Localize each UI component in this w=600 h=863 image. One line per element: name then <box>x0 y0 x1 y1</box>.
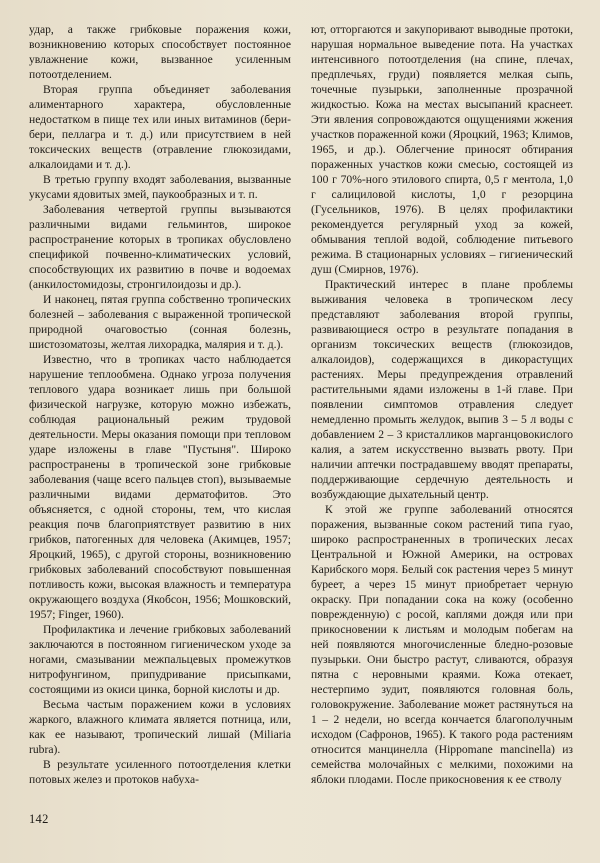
paragraph: К этой же группе заболеваний относятся поражения, вызванные соком растений типа гуао, широко распространенных в тропических лесах Центральной и Южной Америки, на островах Карибского моря. Белый сок растения через 5 минут буреет, а через 15 минут приобретает черную окраску. При попадании сока на кожу (особенно поврежденную) с росой, каплями дождя или при прикосновении к листьям и молодым побегам на ней появляются многочисленные бледно-розовые пузырьки. Они быстро растут, сливаются, образуя пятна с неровными краями. Кожа отекает, нестерпимо зудит, появляются головная боль, головокружение. Заболевание может растянуться на 1 – 2 недели, но всегда кончается благополучным исходом (Сафронов, 1965). К такого рода растениям относится манцинелла (Hippomane mancinella) из семейства молочайных с мелкими, похожими на яблоки плодами. После прикосновения к ее стволу <box>311 503 573 786</box>
paragraph: Вторая группа объединяет заболевания алиментарного характера, обусловленные недостатком в пище тех или иных витаминов (бери-бери, пеллагра и т. д.) или присутствием в ней токсических веществ (отравление глюкозидами, алкалоидами и т. д.). <box>29 83 291 171</box>
paragraph: Известно, что в тропиках часто наблюдается нарушение теплообмена. Однако угроза получения теплового удара возникает лишь при большой физической нагрузке, которую можно избежать, соблюдая рациональный режим трудовой деятельности. Меры оказания помощи при тепловом ударе изложены в главе "Пустыня". Широко распространены в тропической зоне грибковые заболевания (чаще всего пальцев стоп), вызываемые различными видами дерматофитов. Это объясняется, с одной стороны, тем, что кислая реакция почв благоприятствует развитию в них грибков, патогенных для человека (Акимцев, 1957; Яроцкий, 1965), с другой стороны, возникновению грибковых заболеваний способствуют повышенная потливость кожи, высокая влажность и температура окружающего воздуха (Якобсон, 1956; Мошковский, 1957; Finger, 1960). <box>29 353 291 621</box>
paragraph: Профилактика и лечение грибковых заболеваний заключаются в постоянном гигиеническом уходе за ногами, смазывании межпальцевых промежутков нитрофунгином, припудривание присыпками, состоящими из окиси цинка, борной кислоты и др. <box>29 623 291 696</box>
page-number: 142 <box>29 812 49 826</box>
paragraph: В третью группу входят заболевания, вызванные укусами ядовитых змей, паукообразных и т. п. <box>29 173 291 201</box>
left-column <box>29 22 291 787</box>
right-column <box>311 22 573 787</box>
paragraph: В результате усиленного потоотделения клетки потовых желез и протоков набуха- <box>29 758 291 786</box>
paragraph: И наконец, пятая группа собственно тропических болезней – заболевания с выраженной тропической природной очаговостью (сонная болезнь, шистозоматозы, желтая лихорадка, малярия и т. д.). <box>29 293 291 351</box>
paragraph: Практический интерес в плане проблемы выживания человека в тропическом лесу представляют заболевания второй группы, развивающиеся остро в результате попадания в организм токсических веществ (глюкозидов, алкалоидов), содержащихся в дикорастущих растениях. Меры предупреждения отравлений растительными ядами изложены в 1-й главе. При появлении симптомов отравления следует немедленно промыть желудок, выпив 3 – 5 л воды с добавлением 2 – 3 кристалликов марганцовокислого калия, а затем искусственно вызвать рвоту. При наличии аптечки пострадавшему вводят препараты, поддерживающие сердечную деятельность и возбуждающие дыхательный центр. <box>311 278 573 501</box>
paragraph: ют, отторгаются и закупоривают выводные протоки, нарушая нормальное выведение пота. На участках интенсивного потоотделения (на спине, плечах, предплечьях, груди) появляется мелкая сыпь, точечные пузырьки, заполненные прозрачной жидкостью. Кожа на местах высыпаний краснеет. Эти явления сопровождаются ощущениями жжения участков пораженной кожи (Яроцкий, 1963; Климов, 1965, и др.). Облегчение приносят обтирания пораженных участков кожи смесью, состоящей из 100 г 70%-ного этилового спирта, 0,5 г ментола, 1,0 г салициловой кислоты, 1,0 г резорцина (Гусельников, 1976). В целях профилактики рекомендуется регулярный уход за кожей, обмывания теплой водой, соблюдение питьевого режима. В стационарных условиях – гигиенический душ (Смирнов, 1976). <box>311 23 573 276</box>
paragraph: Заболевания четвертой группы вызываются различными видами гельминтов, широкое распространение которых в тропиках обусловлено спецификой почвенно-климатических условий, способствующих их развитию в почве и водоемах (анкилостомидозы, стронгилоидозы и др.). <box>29 203 291 291</box>
paragraph: Весьма частым поражением кожи в условиях жаркого, влажного климата является потница, или, как ее называют, тропический лишай (Miliaria rubra). <box>29 698 291 756</box>
paragraph: удар, а также грибковые поражения кожи, возникновению которых способствует постоянное увлажнение кожи, вызванное усиленным потоотделением. <box>29 23 291 81</box>
